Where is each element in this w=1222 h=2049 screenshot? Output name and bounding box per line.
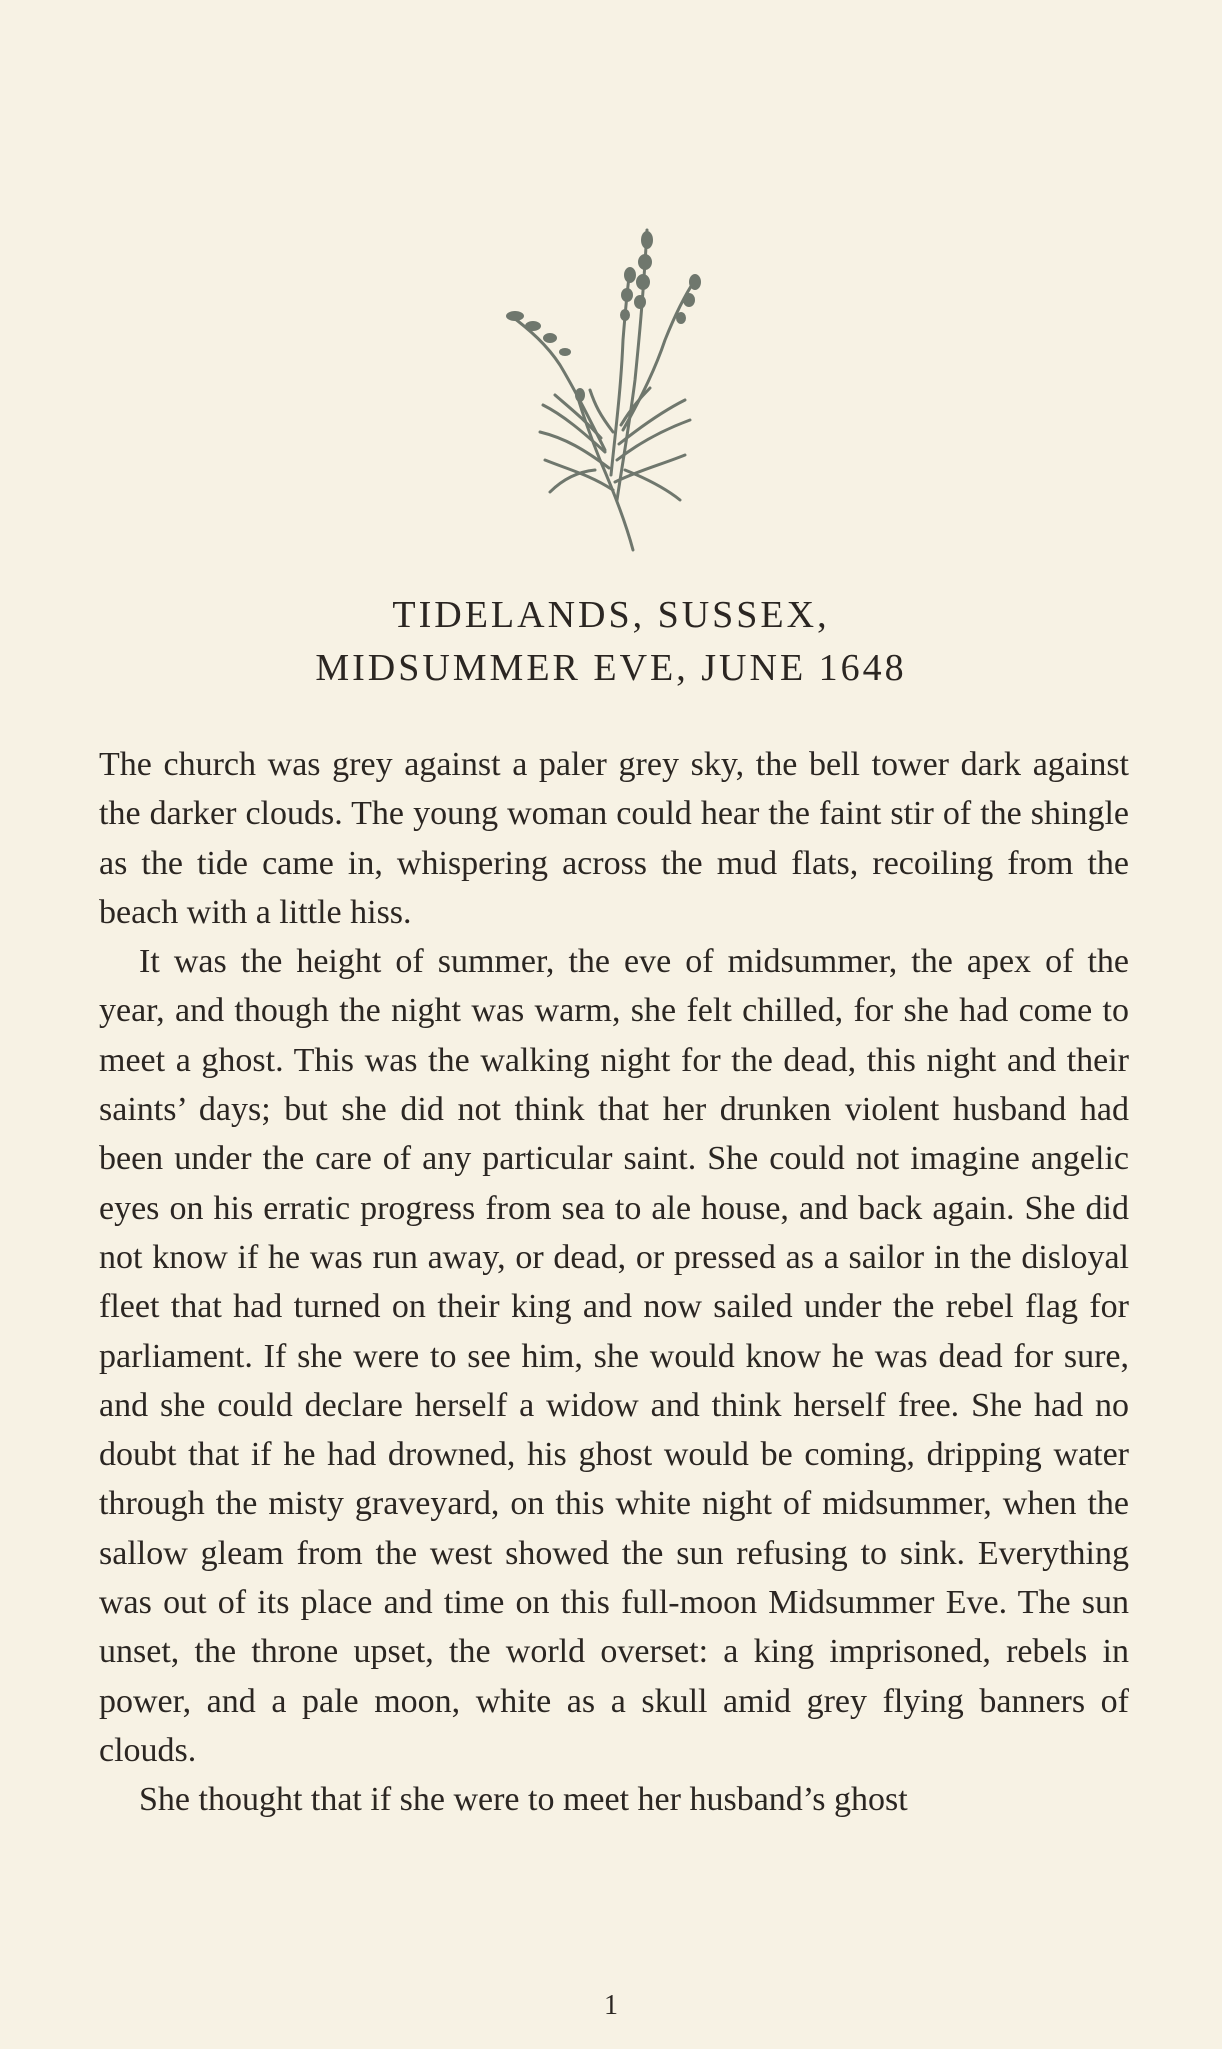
paragraph-3: She thought that if she were to meet her husband’s ghost: [139, 1781, 908, 1819]
paragraph-1: The church was grey against a paler grey sky, the bell tower dark against the darker clouds. The young woman could hear the faint stir of the shingle as the tide came in, whispering across the mud flats, recoiling from the beach with a little hiss.: [99, 746, 1129, 931]
chapter-heading-line-1: TIDELANDS, SUSSEX,: [392, 594, 830, 636]
paragraph-2: It was the height of summer, the eve of midsummer, the apex of the year, and though the night was warm, she felt chilled, for she had come to meet a ghost. This was the walking night for the dead, this night and their saints’ days; but she did not think that her drunken violent husband had been under the care of any particular saint. She could not imagine angelic eyes on his erratic progress from sea to ale house, and back again. She did not know if he was run away, or dead, or pressed as a sailor in the disloyal fleet that had turned on their king and now sailed under the rebel flag for parliament. If she were to see him, she would know he was dead for sure, and she could declare herself a widow and think herself free. She had no doubt that if he had drowned, his ghost would be coming, dripping water through the misty graveyard, on this white night of midsummer, when the sallow gleam from the west showed the sun refusing to sink. Everything was out of its place and time on this full-moon Midsummer Eve. The sun unset, the throne upset, the world overset: a king imprisoned, rebels in power, and a pale moon, white as a skull amid grey flying banners of clouds.: [99, 943, 1129, 1769]
page-number: 1: [604, 1990, 618, 2021]
lavender-sprig-icon: [505, 220, 725, 555]
chapter-heading-line-2: MIDSUMMER EVE, JUNE 1648: [315, 647, 907, 689]
chapter-body: [99, 740, 1129, 1825]
